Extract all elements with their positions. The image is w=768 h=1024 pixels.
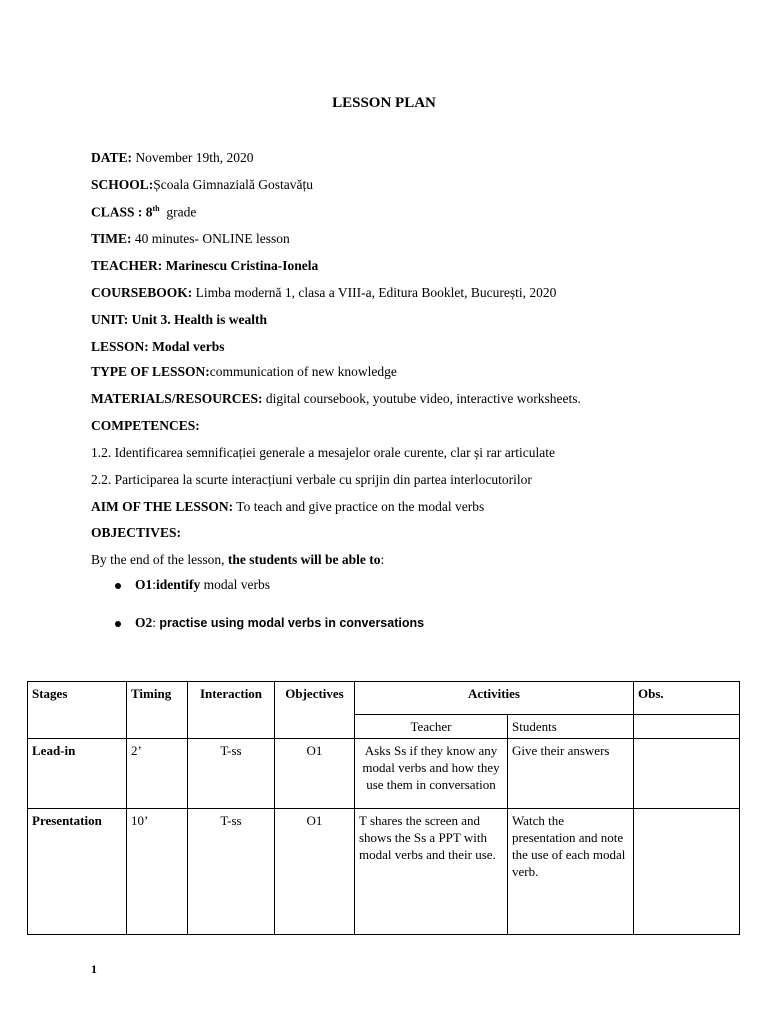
class-value: grade — [166, 204, 197, 220]
page-number: 1 — [91, 962, 97, 976]
unit-value: Unit 3. Health is wealth — [131, 312, 268, 327]
objectives-label: OBJECTIVES: — [91, 525, 182, 540]
competence-item: 2.2. Participarea la scurte interacțiuni verbale cu sprijin din partea interlocutorilor — [91, 472, 532, 487]
type-label: TYPE OF LESSON: — [91, 364, 210, 379]
type-value: communication of new knowledge — [209, 364, 397, 379]
table-row — [28, 809, 740, 935]
lesson-stages-table — [27, 681, 740, 935]
teacher-value: Marinescu Cristina-Ionela — [165, 258, 319, 273]
subheader-obs-empty — [634, 715, 740, 739]
objective-rest: modal verbs — [203, 577, 271, 592]
materials-line — [91, 391, 581, 407]
competence-item: 1.2. Identificarea semnificației generale a mesajelor orale curente, clar și rar articulate — [91, 445, 555, 460]
date-value: November 19th, 2020 — [135, 150, 254, 165]
aim-line — [91, 499, 484, 515]
header-activities: Activities — [355, 682, 634, 715]
objective-item — [91, 577, 424, 593]
aim-value: To teach and give practice on the modal verbs — [236, 499, 485, 514]
cell-stage: Presentation — [28, 809, 127, 935]
class-label: CLASS : 8 — [91, 204, 153, 220]
cell-teacher-activity: Asks Ss if they know any modal verbs and how they use them in conversation — [355, 739, 508, 809]
objectives-intro — [91, 552, 384, 568]
lesson-line — [91, 339, 225, 355]
header-timing: Timing — [127, 682, 188, 739]
unit-label: UNIT: — [91, 312, 129, 327]
teacher-label: TEACHER: — [91, 258, 163, 273]
type-line — [91, 364, 397, 380]
objective-code: O1 — [135, 577, 153, 592]
objective-item — [91, 615, 424, 631]
cell-timing: 10’ — [127, 809, 188, 935]
cell-obs — [634, 739, 740, 809]
time-line — [91, 231, 290, 247]
cell-objective: O1 — [275, 739, 355, 809]
cell-interaction: T-ss — [188, 809, 275, 935]
lesson-value: Modal verbs — [152, 339, 225, 354]
time-label: TIME: — [91, 231, 132, 246]
competences-heading — [91, 418, 200, 434]
unit-line — [91, 312, 267, 328]
header-stages: Stages — [28, 682, 127, 739]
school-line — [91, 177, 313, 193]
time-value: 40 minutes- ONLINE lesson — [134, 231, 290, 246]
school-label: SCHOOL: — [91, 177, 154, 192]
cell-timing: 2’ — [127, 739, 188, 809]
header-interaction: Interaction — [188, 682, 275, 739]
objective-sep: : — [152, 615, 157, 630]
objectives-list — [91, 577, 424, 631]
cell-students-activity: Watch the presentation and note the use of each modal verb. — [508, 809, 634, 935]
header-objectives: Objectives — [275, 682, 355, 739]
coursebook-label: COURSEBOOK: — [91, 285, 193, 300]
header-obs: Obs. — [634, 682, 740, 715]
table-header-row — [28, 682, 740, 715]
objectives-intro-text: By the end of the lesson, — [91, 552, 225, 567]
subheader-students: Students — [508, 715, 634, 739]
cell-objective: O1 — [275, 809, 355, 935]
objectives-intro-bold: the students will be able to — [227, 552, 381, 567]
table-row — [28, 739, 740, 809]
materials-value: digital coursebook, youtube video, interactive worksheets. — [265, 391, 581, 406]
objective-verb: practise using modal verbs in conversations — [159, 616, 425, 630]
subheader-teacher: Teacher — [355, 715, 508, 739]
cell-interaction: T-ss — [188, 739, 275, 809]
objective-verb: identify — [156, 577, 201, 592]
cell-students-activity: Give their answers — [508, 739, 634, 809]
coursebook-line — [91, 285, 556, 301]
objective-sep: : — [152, 577, 157, 592]
materials-label: MATERIALS/RESOURCES: — [91, 391, 263, 406]
date-label: DATE: — [91, 150, 133, 165]
coursebook-value: Limba modernă 1, clasa a VIII-a, Editura Booklet, București, 2020 — [195, 285, 557, 300]
objectives-intro-end: : — [380, 552, 385, 567]
cell-obs — [634, 809, 740, 935]
cell-teacher-activity: T shares the screen and shows the Ss a PPT with modal verbs and their use. — [355, 809, 508, 935]
objective-code: O2 — [135, 615, 153, 630]
cell-stage: Lead-in — [28, 739, 127, 809]
class-sup: th — [152, 204, 160, 213]
competences-label: COMPETENCES: — [91, 418, 200, 433]
teacher-line — [91, 258, 318, 274]
objectives-heading — [91, 525, 181, 541]
document-title: LESSON PLAN — [332, 95, 436, 111]
school-value: Școala Gimnazială Gostavățu — [153, 177, 313, 192]
class-line — [91, 204, 196, 221]
lesson-label: LESSON: — [91, 339, 149, 354]
date-line — [91, 150, 254, 166]
aim-label: AIM OF THE LESSON: — [91, 499, 234, 514]
